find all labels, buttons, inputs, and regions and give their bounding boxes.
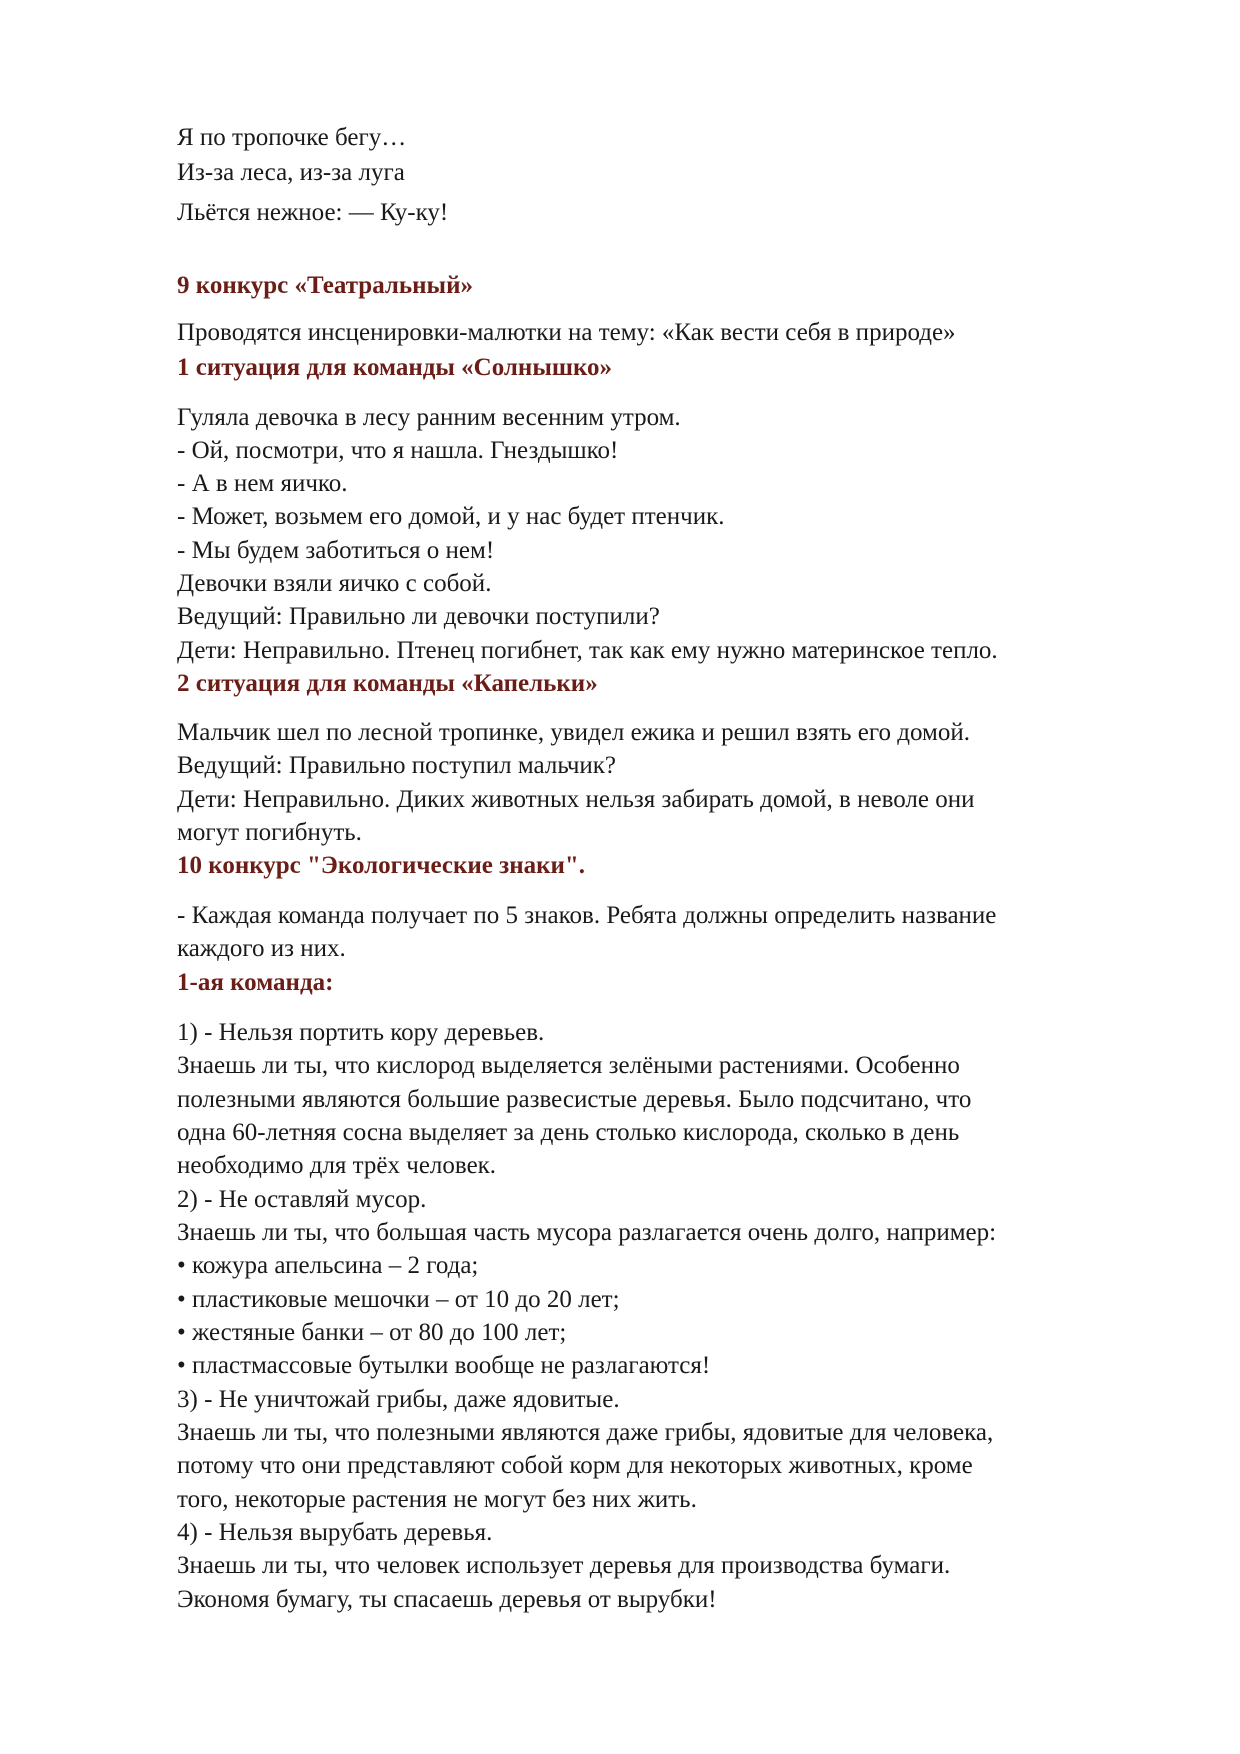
team-1-line: • пластмассовые бутылки вообще не разлагаются!: [177, 1352, 711, 1379]
situation-1-line: Ведущий: Правильно ли девочки поступили?: [177, 603, 660, 630]
situation-1-line: - Ой, посмотри, что я нашла. Гнездышко!: [177, 437, 619, 464]
team-1-heading: 1-ая команда:: [177, 969, 334, 996]
contest-10-line: - Каждая команда получает по 5 знаков. Ребята должны определить название: [177, 902, 997, 929]
situation-2-heading: 2 ситуация для команды «Капельки»: [177, 670, 598, 697]
situation-1-heading: 1 ситуация для команды «Солнышко»: [177, 354, 613, 381]
situation-1-line: - А в нем яичко.: [177, 470, 348, 497]
situation-2-line: Ведущий: Правильно поступил мальчик?: [177, 752, 617, 779]
team-1-line: Знаешь ли ты, что большая часть мусора разлагается очень долго, например:: [177, 1219, 997, 1246]
team-1-line: Знаешь ли ты, что полезными являются даже грибы, ядовитые для человека,: [177, 1419, 994, 1446]
poem-line: Я по тропочке бегу…: [177, 124, 407, 151]
team-1-line: Экономя бумагу, ты спасаешь деревья от вырубки!: [177, 1586, 717, 1613]
situation-1-line: Дети: Неправильно. Птенец погибнет, так как ему нужно материнское тепло.: [177, 637, 998, 664]
team-1-line: одна 60-летняя сосна выделяет за день столько кислорода, сколько в день: [177, 1119, 960, 1146]
situation-2-line: могут погибнуть.: [177, 819, 362, 846]
poem-line: Льётся нежное: — Ку-ку!: [177, 199, 449, 226]
team-1-line: Знаешь ли ты, что человек использует деревья для производства бумаги.: [177, 1552, 951, 1579]
team-1-line: 1) - Нельзя портить кору деревьев.: [177, 1019, 545, 1046]
contest-10-line: каждого из них.: [177, 935, 346, 962]
situation-1-line: - Мы будем заботиться о нем!: [177, 537, 495, 564]
situation-1-line: - Может, возьмем его домой, и у нас будет птенчик.: [177, 503, 725, 530]
situation-2-line: Мальчик шел по лесной тропинке, увидел ежика и решил взять его домой.: [177, 719, 970, 746]
team-1-line: 3) - Не уничтожай грибы, даже ядовитые.: [177, 1386, 620, 1413]
situation-1-line: Девочки взяли яичко с собой.: [177, 570, 492, 597]
team-1-line: потому что они представляют собой корм для некоторых животных, кроме: [177, 1452, 973, 1479]
contest-9-heading: 9 конкурс «Театральный»: [177, 272, 473, 299]
team-1-line: полезными являются большие развесистые деревья. Было подсчитано, что: [177, 1086, 972, 1113]
team-1-line: 2) - Не оставляй мусор.: [177, 1186, 427, 1213]
team-1-line: • кожура апельсина – 2 года;: [177, 1252, 479, 1279]
team-1-line: • жестяные банки – от 80 до 100 лет;: [177, 1319, 567, 1346]
team-1-line: того, некоторые растения не могут без них жить.: [177, 1486, 697, 1513]
team-1-line: Знаешь ли ты, что кислород выделяется зелёными растениями. Особенно: [177, 1052, 960, 1079]
team-1-line: 4) - Нельзя вырубать деревья.: [177, 1519, 493, 1546]
team-1-line: необходимо для трёх человек.: [177, 1152, 497, 1179]
situation-1-line: Гуляла девочка в лесу ранним весенним утром.: [177, 404, 681, 431]
contest-9-intro: Проводятся инсценировки-малютки на тему: «Как вести себя в природе»: [177, 319, 956, 346]
poem-line: Из-за леса, из-за луга: [177, 159, 405, 186]
contest-10-heading: 10 конкурс "Экологические знаки".: [177, 852, 586, 879]
team-1-line: • пластиковые мешочки – от 10 до 20 лет;: [177, 1286, 620, 1313]
situation-2-line: Дети: Неправильно. Диких животных нельзя забирать домой, в неволе они: [177, 786, 975, 813]
